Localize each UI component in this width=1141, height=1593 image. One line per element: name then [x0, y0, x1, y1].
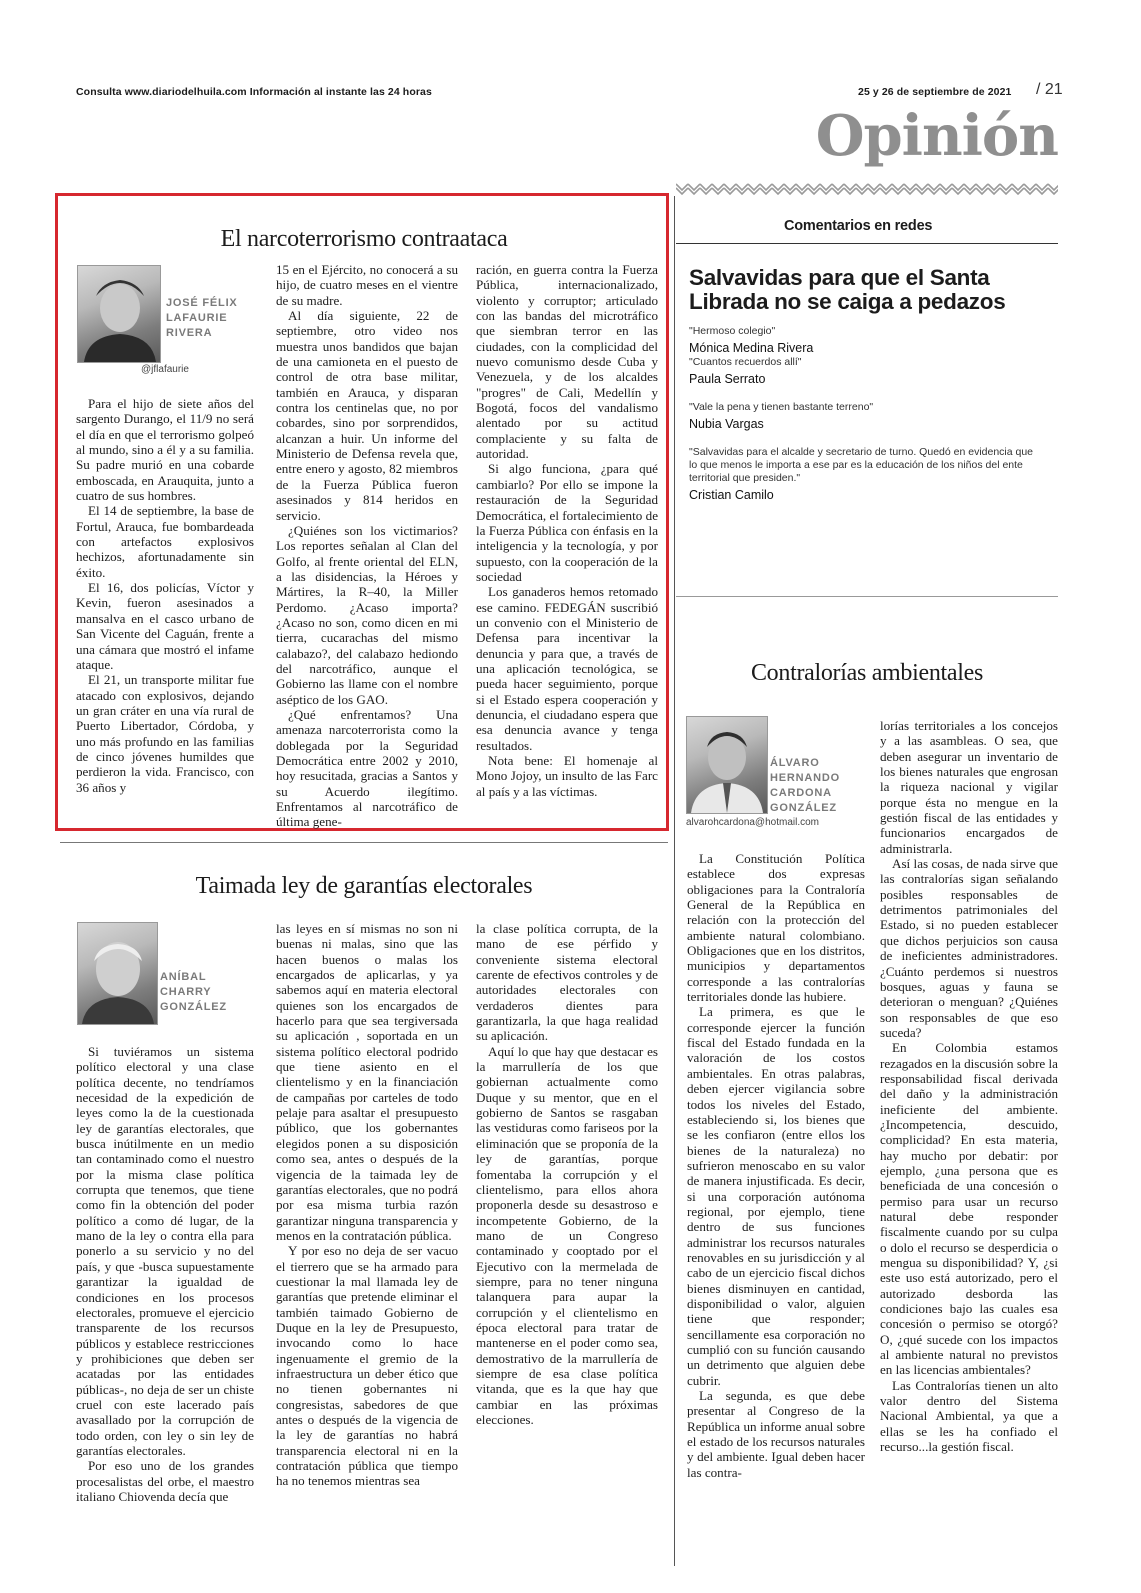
zigzag-ornament [676, 181, 1058, 195]
paragraph: El 16, dos policías, Víctor y Kevin, fueron asesinados a mansalva en el casco urbano de San Vicente del Caguán, frente a una cámara que mostró el infame ataque. [76, 580, 254, 672]
comment-author: Cristian Camilo [689, 488, 774, 502]
divider [676, 243, 1058, 244]
comment-item [689, 325, 1034, 356]
paragraph: Aquí lo que hay que destacar es la marrullería de los que gobiernan actualmente como Duque y su mentor, que en el gobierno de Santos se rasgaban las vestiduras como fariseos por la eliminación que se proponía de la ley de garantías, porque fomentaba la corrupción y el clientelismo, para ellos ahora proponerla desde su desastroso e incompetente Gobierno, de la mano de un Congreso contaminado y cooptado por el Ejecutivo con la mermelada de siempre, para no tener ninguna talanquera para aupar la corrupción y el clientelismo en época electoral para tratar de mantenerse en el poder como sea, demostrativo de la marrullería de siempre de esa clase política vitanda, que es la que hay que cambiar en las próximas elecciones. [476, 1043, 658, 1427]
article1-column-3 [476, 262, 658, 799]
author-line: JOSÉ FÉLIX [166, 297, 238, 309]
comments-list [689, 325, 1034, 503]
author-line: LAFAURIE [166, 312, 228, 324]
author-line: ANÍBAL [160, 971, 207, 983]
divider [60, 842, 668, 843]
author-line: HERNANDO [770, 772, 840, 784]
paragraph: lorías territoriales a los concejos y a las asambleas. O sea, que deben asegurar un inventario de los bienes naturales que engrosan la riqueza nacional y vigilar porque ésta no mengue en la gestión fiscal de las entidades y funcionarios encargados de administrarla. [880, 718, 1058, 856]
comment-author: Nubia Vargas [689, 417, 764, 431]
paragraph: Para el hijo de siete años del sargento Durango, el 11/9 no será el día en que el terrorismo golpeó al mundo, sino a él y a su familia. Su padre murió en una cobarde emboscada, en Arauquita, junto a cuatro de sus hombres. [76, 396, 254, 504]
page-number: / 21 [1036, 81, 1063, 98]
column-divider [674, 196, 675, 1566]
paragraph: Nota bene: El homenaje al Mono Jojoy, un insulto de las Farc al país y a las víctimas. [476, 753, 658, 799]
article1-column-1 [76, 396, 254, 795]
paragraph: ¿Qué enfrentamos? Una amenaza narcoterrorista como la doblegada por la Seguridad Democrática entre 2002 y 2010, hoy resucitada, gracias a Santos y su Acuerdo ilegítimo. Enfrentamos al narcotráfico de última gene- [276, 706, 458, 830]
site-line: Consulta www.diariodelhuila.com Información al instante las 24 horas [76, 86, 432, 98]
paragraph: El 21, un transporte militar fue atacado con explosivos, dejando un gran cráter en una vía rural de Puerto Libertador, Córdoba, y uno más profundo en las familias de cinco jóvenes humildes que perdieron la vida. Francisco, con 36 años y [76, 672, 254, 795]
article3-author [770, 756, 840, 816]
paragraph: ración, en guerra contra la Fuerza Pública, internacionalizado, violento y corruptor; articulado con las bandas del microtráfico que siembran terror en las ciudades, con la complicidad del nuevo comunismo desde Cuba y Venezuela, y de los alcaldes "progres" de Cali, Medellín y Bogotá, focos del vandalismo alentado por su actitud complaciente y su falta de autoridad. [476, 262, 658, 462]
paragraph: ¿Quiénes son los victimarios? Los reportes señalan al Clan del Golfo, al frente oriental del ELN, a las disidencias, la Héroes y Mártires, la R–40, la Miller Perdomo. ¿Acaso importa? ¿Acaso no son, como dicen en mi tierra, cucarachas del mismo calabazo?, del calabazo hediondo del narcotráfico, aunque el Gobierno las llame con el nombre aséptico de los GAO. [276, 522, 458, 707]
comment-item [689, 401, 1034, 432]
article2-author [160, 970, 227, 1015]
author-line: CARDONA [770, 787, 832, 799]
paragraph: El 14 de septiembre, la base de Fortul, Arauca, fue bombardeada con artefactos explosivos hechizos, afortunadamente sin éxito. [76, 503, 254, 580]
article3-handle: alvarohcardona@hotmail.com [686, 817, 819, 828]
paragraph: Los ganaderos hemos retomado ese camino. FEDEGÁN suscribió un convenio con el Ministerio de Defensa para incentivar la denuncia y para que, a través de una aplicación tecnológica, se pueda hacer seguimiento, porque si el Estado espera cooperación y denuncia, el ciudadano espera que esa denuncia avance y tenga resultados. [476, 584, 658, 753]
paragraph: La segunda, es que debe presentar al Congreso de la República un informe anual sobre el estado de los recursos naturales y del ambiente. Igual deben hacer las contra- [687, 1388, 865, 1480]
paragraph: las leyes en sí mismas no son ni buenas ni malas, sino que las hacen buenos o malas los encargados de aplicarlas, y ya sabemos aquí en materia electoral quienes son los encargados de hacerlo para que sea tergiversada su aplicación , soportada en un sistema político electoral podrido que tiene asiento en el clientelismo y en la financiación de campañas por carteles de todo pelaje para asaltar el presupuesto público, que los gobernantes elegidos ponen a su disposición como sea, antes o después de la vigencia de la taimada ley de garantías electorales, que no podrá por esa misma turbia razón garantizar ninguna transparencia y menos en la contratación pública. [276, 921, 458, 1243]
article1-column-2 [276, 262, 458, 830]
author-line: GONZÁLEZ [770, 802, 837, 814]
comment-item [689, 356, 1034, 387]
article2-title: Taimada ley de garantías electorales [195, 873, 533, 899]
comment-quote: "Hermoso colegio" [689, 325, 776, 337]
paragraph: Las Contralorías tienen un alto valor dentro del Sistema Nacional Ambiental, ya que a ellas se les ha confiado el recurso...la gestión fiscal. [880, 1377, 1058, 1455]
comment-quote: "Cuantos recuerdos allí" [689, 356, 802, 368]
paragraph: Si algo funciona, ¿para qué cambiarlo? Por ello se impone la restauración de la Seguridad Democrática, el fortalecimiento de la Fuerza Pública con énfasis en la inteligencia y la tecnología, y por supuesto, con la cooperación de la sociedad [476, 461, 658, 584]
paragraph: La Constitución Política establece dos expresas obligaciones para la Contraloría General de la República en relación con la protección del ambiente natural colombiano. Obligaciones que en los distritos, municipios y departamentos corresponde a las contralorías territoriales donde las hubiere. [687, 851, 865, 1005]
author-photo-charry [77, 922, 158, 1025]
section-title: Opinión [815, 103, 1058, 169]
comment-quote: "Salvavidas para el alcalde y secretario de turno. Quedó en evidencia que lo que menos le importa a ese par es la educación de los niños del ente territorial que presiden." [689, 446, 1034, 484]
article1-author [166, 296, 238, 341]
author-photo-lafaurie [77, 265, 161, 363]
paragraph: Por eso uno de los grandes procesalistas del orbe, el maestro italiano Chiovenda decía que [76, 1458, 254, 1504]
article2-column-2 [276, 921, 458, 1489]
paragraph: 15 en el Ejército, no conocerá a su hijo, de cuatro meses en el vientre de su madre. [276, 262, 458, 308]
author-line: RIVERA [166, 327, 213, 339]
article2-column-3 [476, 921, 658, 1427]
paragraph: la clase política corrupta, de la mano de ese pérfido y conveniente sistema electoral carente de efectivos controles y de autoridades electorales con verdaderos dientes para garantizarla, la que haga realidad su aplicación. [476, 921, 658, 1044]
author-line: GONZÁLEZ [160, 1001, 227, 1013]
paragraph: Así las cosas, de nada sirve que las contralorías sigan señalando posibles responsables de detrimentos patrimoniales del Estado, si no pueden establecer que dichos perjuicios son causa de ineficientes administradores. ¿Cuánto perdemos si nuestros bosques, aguas y fauna se deterioran o menguan? ¿Quiénes son responsables de que eso suceda? [880, 856, 1058, 1040]
issue-date: 25 y 26 de septiembre de 2021 [858, 86, 1012, 98]
article1-title: El narcoterrorismo contraataca [220, 226, 508, 252]
divider [676, 596, 1058, 597]
comments-section-title: Comentarios en redes [784, 218, 933, 234]
paragraph: Y por eso no deja de ser vacuo el tierrero que se ha armado para cuestionar la mal llamada ley de garantías que pretende eliminar el también taimado Gobierno de Duque en la ley de Presupuesto, invocando como lo hace ingenuamente el gremio de la infraestructura un deber ético que no tienen gobernantes ni congresistas, sabedores de que antes o después de la vigencia de la ley de garantías no habrá transparencia electoral ni en la contratación pública que tiempo ha no tenemos mientras sea [276, 1243, 458, 1489]
author-photo-cardona [686, 716, 768, 814]
comment-item [689, 446, 1034, 503]
comment-author: Paula Serrato [689, 372, 766, 386]
comment-quote: "Vale la pena y tienen bastante terreno" [689, 401, 874, 413]
paragraph: En Colombia estamos rezagados en la discusión sobre la responsabilidad fiscal derivada del daño y la administración ineficiente del ambiente. ¿Incompetencia, descuido, complicidad? En esta materia, hay mucho por debatir: por ejemplo, ¿una persona que es beneficiada de una concesión o permiso para usar un recurso natural debe responder fiscalmente cuando por su culpa o dolo el recurso se desperdicia o mengua su disponibilidad? Y, ¿si este uso está autorizado, pero el autorizado desborda las condiciones bajo las cuales esa concesión o permiso se otorgó? O, ¿qué sucede con los impactos al ambiente natural no previstos en las licencias ambientales? [880, 1040, 1058, 1378]
article2-column-1 [76, 1044, 254, 1504]
comment-author: Mónica Medina Rivera [689, 341, 814, 355]
paragraph: Si tuviéramos un sistema político electoral y una clase política decente, no tendríamos necesidad de la expedición de leyes como la de la cuestionada ley de garantías electorales, que busca inútilmente en un medio tan contaminado como el nuestro por la misma clase política corrupta que tenemos, que tiene como fin la obtención del poder político a como dé lugar, de la mano de la ley o contra ella para ponerlo a su servicio y no del país, y que -busca supuestamente garantizar la igualdad de condiciones en los procesos electorales, promueve el ejercicio transparente de los recursos públicos y establece restricciones y prohibiciones que deben ser acatadas por las entidades públicas-, no deja de ser un chiste cruel con este lacerado país avasallado por la corrupción de todo orden, con ley o sin ley de garantías electorales. [76, 1044, 254, 1458]
paragraph: Al día siguiente, 22 de septiembre, otro video nos muestra unos bandidos que bajan de una camioneta en el puesto de control de otra base militar, también en Arauca, y disparan contra los centinelas que, no por cobardes, sino por sorprendidos, alcanzan a huir. Un informe del Ministerio de Defensa revela que, entre enero y agosto, 82 miembros de la Fuerza Pública fueron asesinados y 814 heridos en servicio. [276, 308, 458, 523]
article3-column-1 [687, 851, 865, 1480]
author-line: CHARRY [160, 986, 212, 998]
author-line: ÁLVARO [770, 757, 820, 769]
article1-handle: @jflafaurie [141, 364, 189, 375]
comments-headline: Salvavidas para que el Santa Librada no se caiga a pedazos [689, 265, 1006, 314]
paragraph: La primera, es que le corresponde ejercer la función fiscal del Estado fundada en la valoración de los costos ambientales. En otras palabras, deben ejercer vigilancia sobre todos los niveles del Estado, estableciendo si, los bienes que se les confiaron (entre ellos los bienes de la naturaleza) no sufrieron menoscabo en su valor de manera injustificada. Es decir, si una corporación autónoma regional, por ejemplo, tiene dentro de sus funciones administrar los recursos naturales renovables en su jurisdicción y al cabo de un ejercicio fiscal dichos bienes disminuyen en cantidad, disponibilidad o valor, alguien tiene que responder; sencillamente esa corporación no cumplió con su función causando un detrimento que alguien debe cubrir. [687, 1004, 865, 1388]
article3-title: Contralorías ambientales [750, 660, 984, 686]
article3-column-2 [880, 718, 1058, 1455]
